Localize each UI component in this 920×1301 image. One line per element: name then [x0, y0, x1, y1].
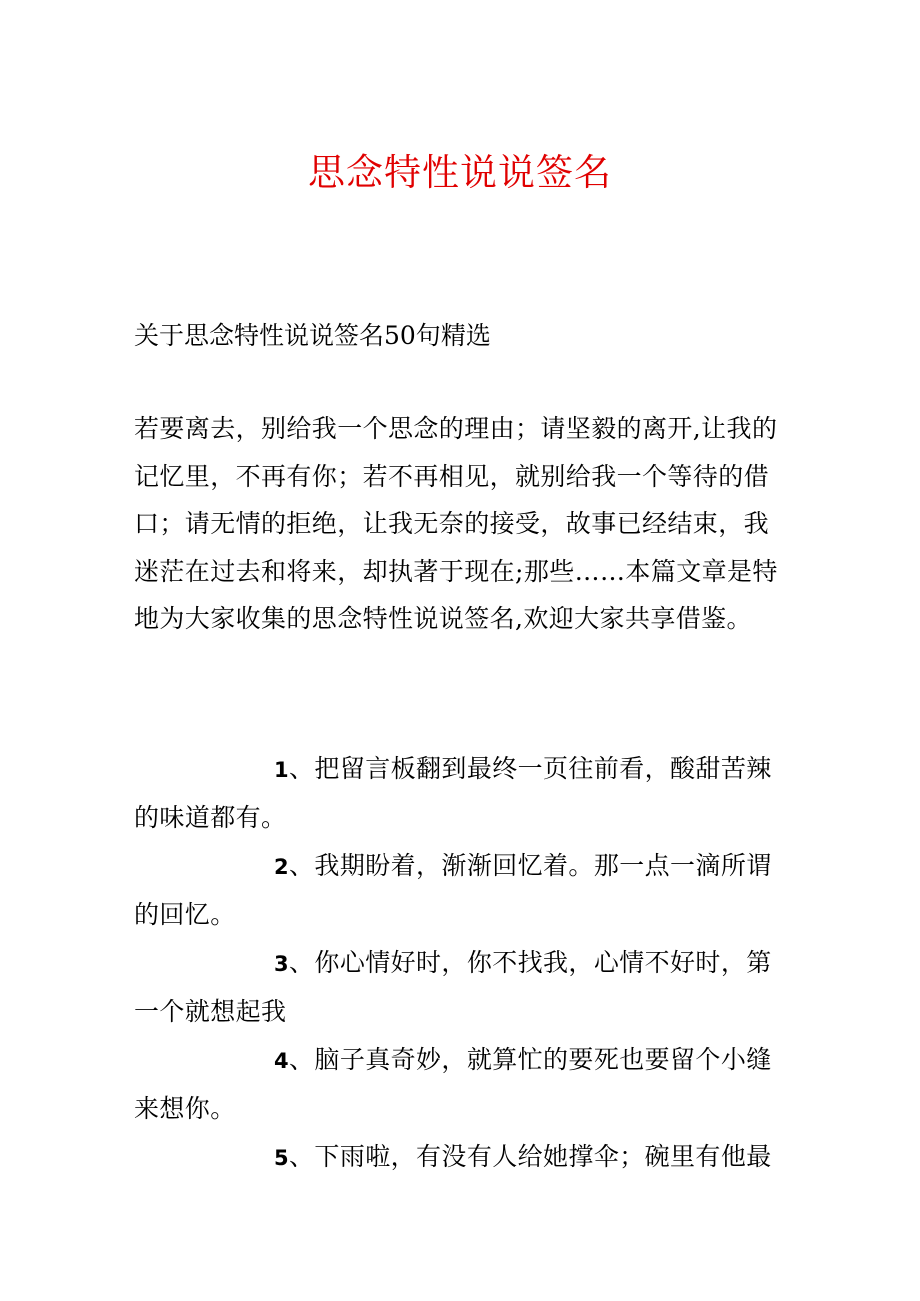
- intro-paragraph: 若要离去，别给我一个思念的理由；请坚毅的离开,让我的记忆里，不再有你；若不再相见，就别给我一个等待的借口；请无情的拒绝，让我无奈的接受，故事已经结束，我迷茫在过去和将来，却执著于现在;那些……本篇文章是特地为大家收集的思念特性说说签名,欢迎大家共享借鉴。: [134, 414, 778, 633]
- document-subtitle: 关于思念特性说说签名50句精选: [134, 321, 491, 350]
- list-item: [134, 842, 790, 939]
- list-item: [134, 1036, 790, 1133]
- document-title: 思念特性说说签名: [308, 151, 612, 194]
- list-item: [134, 1133, 790, 1182]
- item-number: 3: [274, 952, 290, 976]
- item-text: 、把留言板翻到最终一页往前看，酸甜苦辣的味道都有。: [134, 754, 772, 832]
- item-text: 、下雨啦，有没有人给她撑伞；碗里有他最: [289, 1142, 772, 1171]
- list-item: [134, 939, 790, 1036]
- item-text: 、你心情好时，你不找我，心情不好时，第一个就想起我: [134, 948, 772, 1026]
- quote-list: [134, 745, 790, 1182]
- item-number: 5: [274, 1146, 290, 1170]
- list-item: [134, 745, 790, 842]
- item-number: 1: [274, 758, 290, 782]
- item-text: 、我期盼着，渐渐回忆着。那一点一滴所谓的回忆。: [134, 851, 772, 929]
- item-number: 2: [274, 855, 290, 879]
- item-number: 4: [274, 1049, 290, 1073]
- item-text: 、脑子真奇妙，就算忙的要死也要留个小缝来想你。: [134, 1045, 772, 1123]
